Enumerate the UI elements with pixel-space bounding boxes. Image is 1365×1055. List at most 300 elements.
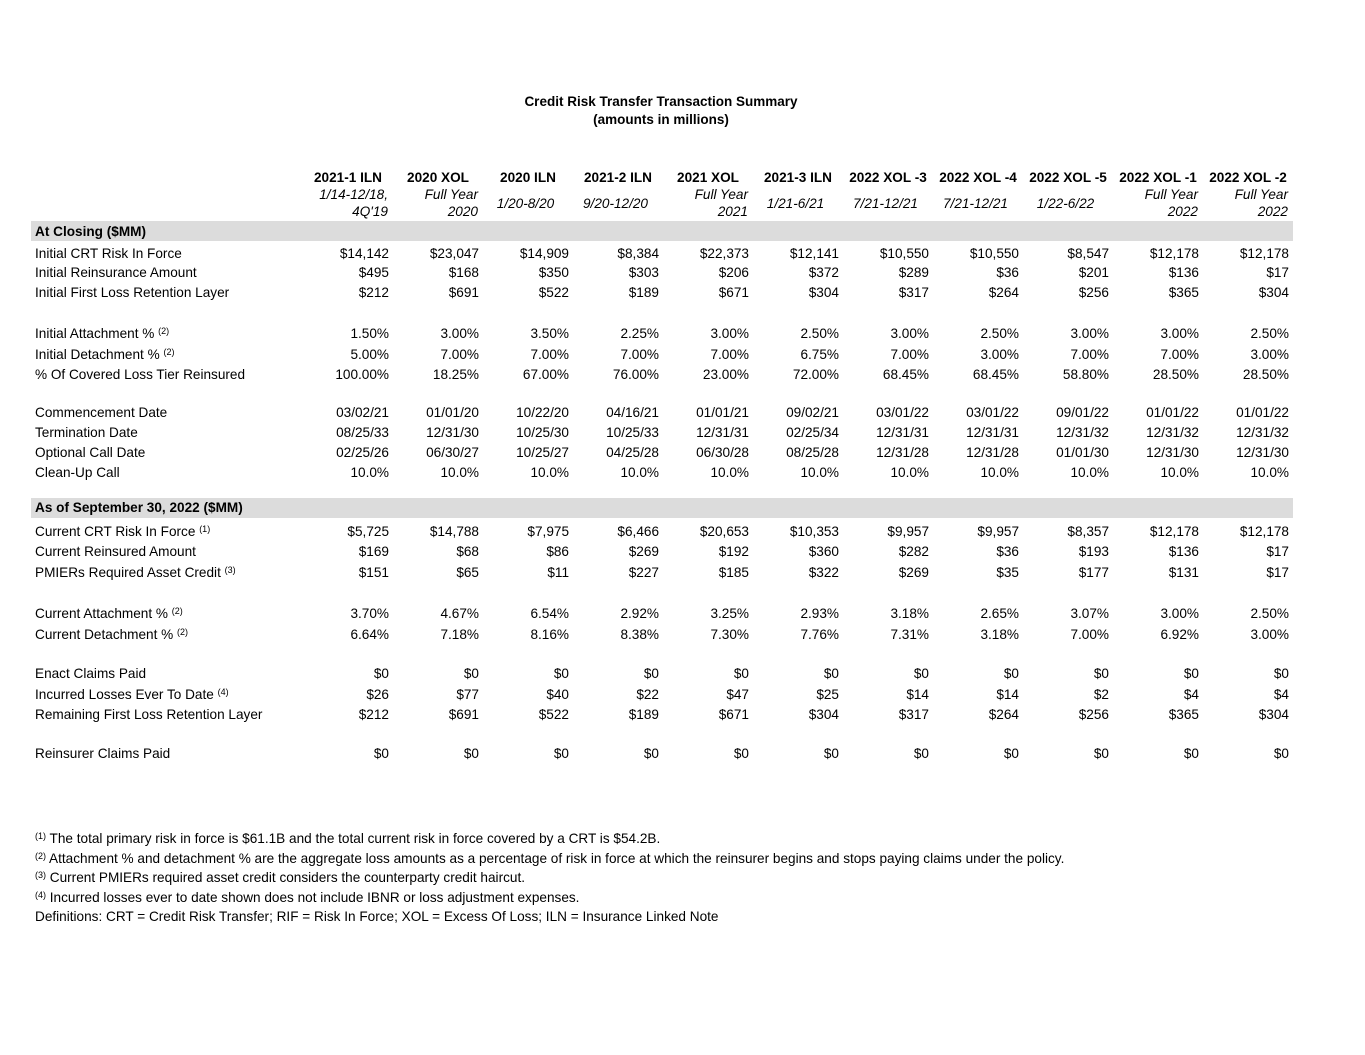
cell-value: 3.00% (440, 325, 479, 341)
footnote-mark: (1) (35, 831, 46, 841)
footnote-ref: (2) (163, 347, 175, 358)
cell-value: $2 (1093, 687, 1109, 703)
cell-value: 2.92% (620, 605, 659, 621)
cell-value: 7.00% (440, 347, 479, 363)
cell-value: $77 (456, 687, 479, 703)
column-period-line-2: 7/21-12/21 (942, 195, 1008, 211)
cell-value: 06/30/28 (696, 444, 749, 460)
row-label-text: Optional Call Date (35, 444, 146, 460)
cell-value: 6.92% (1160, 627, 1199, 643)
table-row (31, 261, 1293, 281)
section-fill (1023, 498, 1113, 518)
cell-value: $522 (538, 707, 569, 723)
row-label (31, 661, 303, 681)
spacer-row (31, 300, 1293, 319)
cell-value: 03/01/22 (876, 405, 929, 421)
cell-value: $40 (546, 687, 569, 703)
column-period-line-1: 1/14-12/18, (319, 187, 388, 202)
cell-value: 10/25/33 (606, 425, 659, 441)
cell-value: 10.0% (1250, 464, 1289, 480)
cell-value: 7.00% (890, 347, 929, 363)
cell-value: 10.0% (350, 464, 389, 480)
cell-value: $9,957 (887, 524, 929, 539)
row-label-text: Reinsurer Claims Paid (35, 745, 171, 761)
cell-value: $0 (1003, 745, 1019, 761)
cell-value: 12/31/32 (1056, 425, 1109, 441)
row-label-text: Remaining First Loss Retention Layer (35, 707, 263, 723)
section-fill (1203, 221, 1293, 241)
cell-value: 6.75% (800, 347, 839, 363)
cell-value: $0 (373, 665, 389, 681)
cell-value: 7.00% (620, 347, 659, 363)
row-label-text: Initial CRT Risk In Force (35, 245, 182, 261)
column-period-line-1: Full Year (424, 187, 478, 202)
cell-value: 3.07% (1070, 605, 1109, 621)
column-period (753, 185, 843, 221)
cell-value: 72.00% (792, 366, 839, 382)
cell-value: $17 (1266, 543, 1289, 559)
cell-value: 3.00% (1160, 325, 1199, 341)
table-row (31, 599, 1293, 621)
crt-summary-table (31, 163, 1293, 761)
cell-value: 3.70% (350, 605, 389, 621)
row-label-text: Initial Reinsurance Amount (35, 265, 197, 281)
column-period (393, 185, 483, 221)
column-name: 2021 XOL (677, 170, 739, 185)
table-row (31, 362, 1293, 382)
cell-value: 3.00% (1070, 325, 1109, 341)
cell-value: 03/01/22 (966, 405, 1019, 421)
column-period (303, 185, 393, 221)
cell-value: $671 (718, 285, 749, 301)
row-label-text: PMIERs Required Asset Credit (35, 565, 225, 581)
column-period-line-2: 2022 (1167, 204, 1198, 219)
cell-value: 10.0% (980, 464, 1019, 480)
cell-value: 7.00% (1070, 347, 1109, 363)
cell-value: $0 (643, 745, 659, 761)
cell-value: $26 (366, 687, 389, 703)
cell-value: 7.76% (800, 627, 839, 643)
cell-value: 3.00% (1160, 605, 1199, 621)
cell-value: $0 (733, 745, 749, 761)
cell-value: $25 (816, 687, 839, 703)
cell-value: $47 (726, 687, 749, 703)
cell-value: $365 (1168, 707, 1199, 723)
cell-value: $22,373 (699, 245, 749, 261)
cell-value: 18.25% (432, 366, 479, 382)
cell-value: $304 (1258, 285, 1289, 301)
cell-value: $14,788 (429, 524, 479, 539)
spacer-row (31, 480, 1293, 498)
cell-value: $303 (628, 265, 659, 281)
cell-value: $317 (898, 285, 929, 301)
cell-value: $206 (718, 265, 749, 281)
cell-value: 12/31/32 (1236, 425, 1289, 441)
cell-value: 7.00% (1070, 627, 1109, 643)
footnotes (35, 829, 1064, 927)
cell-value: $0 (823, 665, 839, 681)
row-label (31, 460, 303, 480)
cell-value: 10.0% (440, 464, 479, 480)
cell-value: 12/31/30 (1146, 444, 1199, 460)
row-label-text: Current CRT Risk In Force (35, 524, 200, 539)
section-fill (483, 498, 573, 518)
column-period-line-2: 1/22-6/22 (1036, 195, 1095, 211)
cell-value: 12/31/32 (1146, 425, 1199, 441)
cell-value: 7.00% (530, 347, 569, 363)
row-label-text: Current Reinsured Amount (35, 543, 196, 559)
column-period-line-2: 2022 (1257, 204, 1288, 219)
row-label-text: Commencement Date (35, 405, 168, 421)
spacer-cell (31, 300, 1293, 319)
cell-value: 12/31/31 (696, 425, 749, 441)
cell-value: $304 (1258, 707, 1289, 723)
column-name: 2022 XOL -3 (849, 170, 927, 185)
row-label (31, 341, 303, 363)
cell-value: $212 (358, 707, 389, 723)
table-row (31, 681, 1293, 703)
cell-value: $372 (808, 265, 839, 281)
cell-value: $14 (906, 687, 929, 703)
column-period (933, 185, 1023, 221)
row-label (31, 280, 303, 300)
cell-value: 01/01/21 (696, 405, 749, 421)
section-header-row (31, 498, 1293, 518)
cell-value: 28.50% (1152, 366, 1199, 382)
cell-value: $269 (628, 543, 659, 559)
cell-value: 68.45% (972, 366, 1019, 382)
column-name: 2020 XOL (407, 170, 469, 185)
cell-value: 08/25/33 (336, 425, 389, 441)
cell-value: 6.54% (530, 605, 569, 621)
cell-value: $227 (628, 565, 659, 581)
column-period (1203, 185, 1293, 221)
cell-value: 3.50% (530, 325, 569, 341)
cell-value: $151 (358, 565, 389, 581)
cell-value: $11 (547, 565, 569, 581)
row-label (31, 401, 303, 421)
section-fill (1113, 221, 1203, 241)
footnote-ref: (4) (217, 687, 229, 698)
table-row (31, 539, 1293, 559)
table-row (31, 319, 1293, 341)
cell-value: $7,975 (527, 524, 569, 539)
cell-value: 2.65% (980, 605, 1019, 621)
column-period (843, 185, 933, 221)
footnote-ref: (2) (177, 627, 189, 638)
cell-value: 10.0% (620, 464, 659, 480)
footnote-line (35, 849, 1064, 869)
row-label-text: Current Detachment % (35, 627, 178, 643)
section-fill (393, 498, 483, 518)
cell-value: $9,957 (977, 524, 1019, 539)
cell-value: $691 (448, 707, 479, 723)
footnote-text: Incurred losses ever to date shown does not include IBNR or loss adjustment expenses. (46, 889, 580, 905)
cell-value: $23,047 (429, 245, 479, 261)
table-row (31, 241, 1293, 261)
section-fill (663, 498, 753, 518)
column-period-line-1: Full Year (694, 187, 748, 202)
row-label (31, 440, 303, 460)
cell-value: $0 (1183, 665, 1199, 681)
row-label-text: Initial First Loss Retention Layer (35, 285, 230, 301)
cell-value: $6,466 (617, 524, 659, 539)
report-subtitle: (amounts in millions) (593, 112, 729, 127)
spacer-cell (31, 480, 1293, 498)
row-label-text: Current Attachment % (35, 605, 172, 621)
cell-value: 23.00% (702, 366, 749, 382)
cell-value: $256 (1078, 285, 1109, 301)
spacer-cell (31, 580, 1293, 599)
cell-value: 10.0% (1160, 464, 1199, 480)
footnote-ref: (1) (199, 524, 211, 534)
column-name: 2022 XOL -4 (939, 170, 1017, 185)
section-header-row (31, 221, 1293, 241)
cell-value: $185 (718, 565, 749, 581)
section-fill (663, 221, 753, 241)
row-label (31, 599, 303, 621)
column-name: 2022 XOL -5 (1029, 170, 1107, 185)
cell-value: 76.00% (612, 366, 659, 382)
cell-value: $20,653 (699, 524, 749, 539)
section-title: At Closing ($MM) (31, 221, 303, 241)
column-name: 2020 ILN (500, 170, 556, 185)
column-period-line-1: Full Year (1234, 187, 1288, 202)
table-row (31, 341, 1293, 363)
cell-value: $189 (628, 707, 659, 723)
cell-value: 1.50% (350, 325, 389, 341)
cell-value: $168 (448, 265, 479, 281)
cell-value: $17 (1266, 565, 1289, 581)
cell-value: $264 (988, 707, 1019, 723)
cell-value: 2.50% (980, 325, 1019, 341)
cell-value: $35 (996, 565, 1019, 581)
cell-value: 7.18% (440, 627, 479, 643)
footnote-mark: (3) (35, 870, 46, 881)
cell-value: $17 (1266, 265, 1289, 281)
cell-value: 7.31% (890, 627, 929, 643)
table-row (31, 702, 1293, 722)
cell-value: 6.64% (350, 627, 389, 643)
cell-value: $350 (538, 265, 569, 281)
cell-value: 68.45% (882, 366, 929, 382)
table-row (31, 401, 1293, 421)
table-row (31, 741, 1293, 761)
column-period-line-2: 1/20-8/20 (496, 195, 555, 211)
footnote-line (35, 829, 1064, 849)
cell-value: 12/31/31 (966, 425, 1019, 441)
row-label-text: % Of Covered Loss Tier Reinsured (35, 366, 246, 382)
cell-value: $304 (808, 707, 839, 723)
row-label-text: Initial Detachment % (35, 347, 164, 363)
cell-value: $0 (643, 665, 659, 681)
spacer-cell (31, 642, 1293, 661)
footnote-ref: (2) (171, 605, 183, 616)
section-fill (933, 221, 1023, 241)
cell-value: $0 (1093, 745, 1109, 761)
definitions-line: Definitions: CRT = Credit Risk Transfer; RIF = Risk In Force; XOL = Excess Of Loss; ILN = Insurance Linked Note (35, 909, 719, 925)
row-label (31, 539, 303, 559)
cell-value: 100.00% (335, 366, 389, 382)
cell-value: $193 (1078, 543, 1109, 559)
cell-value: 06/30/27 (426, 444, 479, 460)
cell-value: 4.67% (440, 605, 479, 621)
row-label-text: Incurred Losses Ever To Date (35, 687, 218, 703)
cell-value: 3.18% (890, 605, 929, 621)
cell-value: 28.50% (1242, 366, 1289, 382)
cell-value: $495 (358, 265, 389, 281)
cell-value: 01/01/22 (1236, 405, 1289, 421)
cell-value: 12/31/28 (966, 444, 1019, 460)
cell-value: $169 (358, 543, 389, 559)
cell-value: $0 (1003, 665, 1019, 681)
cell-value: $8,357 (1067, 524, 1109, 539)
cell-value: 58.80% (1062, 366, 1109, 382)
cell-value: $177 (1078, 565, 1109, 581)
cell-value: $14,909 (519, 245, 569, 261)
cell-value: 10.0% (1070, 464, 1109, 480)
header-spacer (31, 185, 303, 221)
cell-value: $14 (996, 687, 1019, 703)
cell-value: $10,550 (969, 245, 1019, 261)
cell-value: $317 (898, 707, 929, 723)
cell-value: 01/01/22 (1146, 405, 1199, 421)
cell-value: 12/31/31 (876, 425, 929, 441)
report-title: Credit Risk Transfer Transaction Summary (524, 94, 798, 109)
cell-value: $289 (898, 265, 929, 281)
cell-value: $22 (636, 687, 659, 703)
column-period-line-2: 2021 (717, 204, 748, 219)
column-period (483, 185, 573, 221)
footnote-mark: (4) (35, 889, 46, 900)
cell-value: 02/25/26 (336, 444, 389, 460)
cell-value: 01/01/30 (1056, 444, 1109, 460)
section-title: As of September 30, 2022 ($MM) (31, 498, 303, 518)
cell-value: 10.0% (800, 464, 839, 480)
section-fill (843, 221, 933, 241)
cell-value: $0 (913, 665, 929, 681)
cell-value: 12/31/28 (876, 444, 929, 460)
row-label (31, 621, 303, 643)
row-label-text: Clean-Up Call (35, 464, 120, 480)
cell-value: $65 (456, 565, 479, 581)
cell-value: $0 (373, 745, 389, 761)
section-fill (303, 498, 393, 518)
cell-value: $36 (996, 543, 1019, 559)
cell-value: 8.16% (530, 627, 569, 643)
section-fill (753, 221, 843, 241)
section-fill (573, 498, 663, 518)
spacer-cell (31, 722, 1293, 741)
cell-value: $269 (898, 565, 929, 581)
cell-value: $0 (1273, 665, 1289, 681)
cell-value: 7.00% (710, 347, 749, 363)
column-name: 2022 XOL -1 (1119, 170, 1197, 185)
cell-value: $322 (808, 565, 839, 581)
row-label-text: Initial Attachment % (35, 325, 159, 341)
cell-value: 3.00% (1250, 627, 1289, 643)
cell-value: $10,353 (789, 524, 839, 539)
cell-value: $0 (733, 665, 749, 681)
cell-value: $12,141 (789, 245, 839, 261)
cell-value: $201 (1078, 265, 1109, 281)
cell-value: 09/01/22 (1056, 405, 1109, 421)
column-name: 2021-1 ILN (313, 170, 382, 185)
row-label (31, 241, 303, 261)
table-row (31, 661, 1293, 681)
cell-value: 3.25% (710, 605, 749, 621)
cell-value: 03/02/21 (336, 405, 389, 421)
column-period-line-2: 7/21-12/21 (852, 195, 918, 211)
section-fill (1203, 498, 1293, 518)
cell-value: $0 (1273, 745, 1289, 761)
cell-value: $0 (463, 745, 479, 761)
cell-value: $0 (1183, 745, 1199, 761)
row-label (31, 420, 303, 440)
cell-value: $8,384 (617, 245, 659, 261)
cell-value: 04/25/28 (606, 444, 659, 460)
section-fill (573, 221, 663, 241)
table-row (31, 621, 1293, 643)
footnote-text: Current PMIERs required asset credit considers the counterparty credit haircut. (46, 870, 526, 886)
footnote-line (35, 868, 1064, 888)
row-label-text: Termination Date (35, 425, 138, 441)
row-label (31, 681, 303, 703)
table-row (31, 420, 1293, 440)
column-name: 2022 XOL -2 (1209, 170, 1287, 185)
cell-value: 10/25/27 (516, 444, 569, 460)
cell-value: 3.00% (890, 325, 929, 341)
cell-value: $0 (1093, 665, 1109, 681)
cell-value: $0 (553, 745, 569, 761)
footnote-ref: (2) (158, 325, 170, 336)
cell-value: $0 (823, 745, 839, 761)
cell-value: 8.38% (620, 627, 659, 643)
section-fill (1113, 498, 1203, 518)
footnote-text: Attachment % and detachment % are the aggregate loss amounts as a percentage of risk in force at which the reinsurer begins and stops paying claims under the policy. (46, 850, 1065, 866)
cell-value: 5.00% (350, 347, 389, 363)
cell-value: $14,142 (339, 245, 389, 261)
row-label (31, 559, 303, 581)
cell-value: 10/25/30 (516, 425, 569, 441)
cell-value: $5,725 (347, 524, 389, 539)
row-label (31, 319, 303, 341)
cell-value: $0 (463, 665, 479, 681)
section-fill (483, 221, 573, 241)
cell-value: 10.0% (710, 464, 749, 480)
cell-value: 2.50% (1250, 605, 1289, 621)
section-fill (753, 498, 843, 518)
cell-value: $0 (913, 745, 929, 761)
cell-value: 09/02/21 (786, 405, 839, 421)
footnote-mark: (2) (35, 850, 46, 861)
column-period-row (31, 185, 1293, 221)
header-spacer (31, 163, 303, 185)
cell-value: $256 (1078, 707, 1109, 723)
spacer-row (31, 642, 1293, 661)
column-period (1023, 185, 1113, 221)
cell-value: $691 (448, 285, 479, 301)
column-period (663, 185, 753, 221)
cell-value: 12/31/30 (426, 425, 479, 441)
cell-value: 01/01/20 (426, 405, 479, 421)
footnote-line (35, 888, 1064, 908)
cell-value: $360 (808, 543, 839, 559)
cell-value: $12,178 (1149, 524, 1199, 539)
column-period (1113, 185, 1203, 221)
footnote-ref: (3) (224, 565, 236, 576)
section-fill (933, 498, 1023, 518)
